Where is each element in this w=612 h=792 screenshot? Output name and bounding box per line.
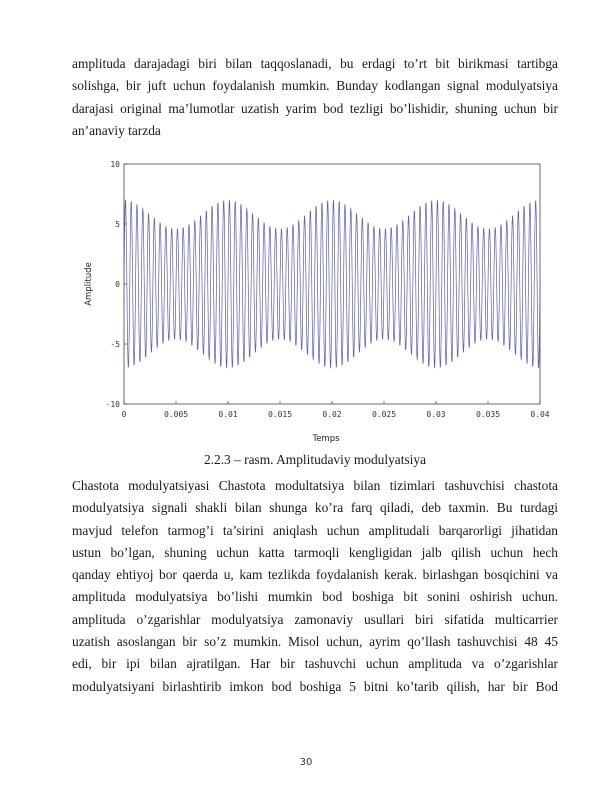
x-tick-label: 0.025 xyxy=(371,410,397,419)
y-tick-label: 0 xyxy=(115,280,120,289)
text-line: amplituda o’zgarishlar modulyatsiya zamonaviy usullari biri sifatida multicarrier xyxy=(72,611,558,627)
text-line: modulyatsiya signali shakli bilan shunga ko’ra farq qiladi, deb taxmin. Bu turdagi xyxy=(72,500,558,516)
paragraph-intro xyxy=(72,53,558,142)
paragraph-frequency-modulation xyxy=(72,475,558,698)
text-line: an’anaviy tarzda xyxy=(72,122,161,138)
signal-line xyxy=(124,200,540,368)
text-line: uzatish asoslangan bir so’z mumkin. Misol uchun, ayrim qo’llash tashuvchisi 48 45 xyxy=(72,634,558,650)
amplitude-modulation-chart xyxy=(80,152,550,447)
text-line: edi, bir ipi bilan ajratilgan. Har bir tashuvchi uchun amplituda va o’zgarishlar xyxy=(72,656,558,672)
y-tick-label: -5 xyxy=(110,340,120,349)
text-line: solishga, bir juft uchun foydalanish mumkin. Bunday kodlangan signal modulyatsiya xyxy=(72,78,558,94)
text-line: darajasi original ma’lumotlar uzatish yarim bod tezligi bo’lishidir, shuning uchun bir xyxy=(72,100,558,116)
text-line: Chastota modulyatsiyasi Chastota modultatsiya bilan tizimlari tashuvchisi chastota xyxy=(72,478,558,493)
text-line: modulyatsiyani birlashtirib imkon bod boshiga 5 bitni ko’tarib qilish, har bir Bod xyxy=(72,678,558,694)
figure-caption xyxy=(0,452,612,468)
y-tick-label: 5 xyxy=(115,220,120,229)
y-axis-label: Amplitude xyxy=(84,262,94,306)
page-number: 30 xyxy=(299,757,313,768)
x-axis-label: Temps xyxy=(312,434,340,444)
x-tick-label: 0.04 xyxy=(530,410,550,419)
y-tick-label: -10 xyxy=(105,400,120,409)
x-tick-label: 0.03 xyxy=(426,410,446,419)
y-tick-label: 10 xyxy=(110,160,120,169)
x-tick-label: 0.01 xyxy=(218,410,238,419)
x-tick-label: 0.005 xyxy=(163,410,189,419)
caption-text: 2.2.3 – rasm. Amplitudaviy modulyatsiya xyxy=(203,452,427,467)
chart-svg xyxy=(80,152,550,447)
text-line: qanday ehtiyoj bor qaerda u, kam tezlikda foydalanish kerak. birlashgan bosqichini va xyxy=(72,567,558,583)
x-tick-label: 0.035 xyxy=(475,410,501,419)
x-tick-label: 0.02 xyxy=(322,410,342,419)
x-tick-label: 0 xyxy=(121,410,127,419)
text-line: ustun bo’lgan, shuning uchun katta tarmoqli kengligidan jalb qilish uchun hech xyxy=(72,544,558,560)
text-line: amplituda darajadagi biri bilan taqqoslanadi, bu erdagi to’rt bit birikmasi tartibga xyxy=(72,56,558,71)
text-line: amplituda modulyatsiya bo’lishi mumkin bod boshiga bit sonini oshirish uchun. xyxy=(72,589,558,605)
x-tick-label: 0.015 xyxy=(267,410,293,419)
text-line: mavjud telefon tarmog’i ta’sirini aniqlash uchun amplitudali barqarorligi jihatidan xyxy=(72,522,558,538)
